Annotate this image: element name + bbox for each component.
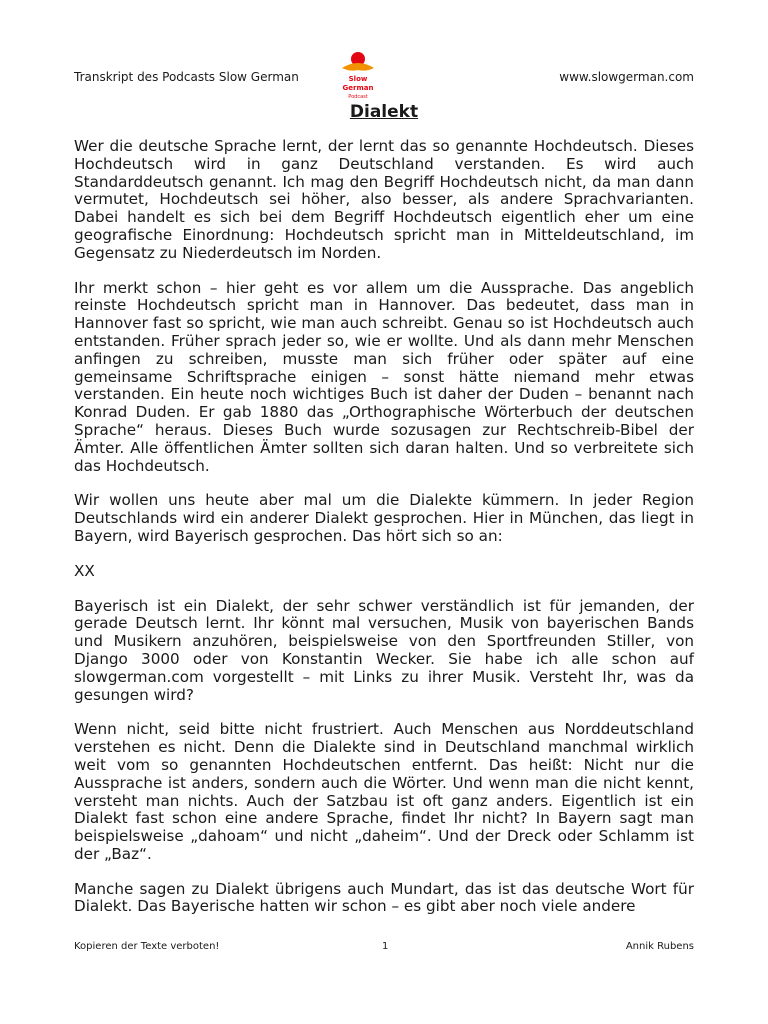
slow-german-logo bbox=[336, 50, 380, 102]
logo-text-slow: Slow bbox=[348, 75, 368, 83]
slow-german-logo-icon bbox=[336, 50, 380, 102]
logo-text-podcast: Podcast bbox=[348, 94, 368, 100]
page-header bbox=[74, 50, 694, 110]
paragraph-1: Wer die deutsche Sprache lernt, der lernt das so genannte Hochdeutsch. Dieses Hochdeutsch wird in ganz Deutschland verstanden. Es wird auch Standarddeutsch genannt. Ich mag den Begriff Hochdeutsch nicht, da man dann vermutet, Hochdeutsch sei höher, also besser, als andere Sprachvarianten. Dabei handelt es sich bei dem Begriff Hochdeutsch eigentlich eher um eine geografische Einordnung: Hochdeutsch spricht man in Mitteldeutschland, im Gegensatz zu Niederdeutsch im Norden. bbox=[74, 137, 694, 262]
paragraph-3: Wir wollen uns heute aber mal um die Dialekte kümmern. In jeder Region Deutschlands wird ein anderer Dialekt gesprochen. Hier in München, das liegt in Bayern, wird Bayerisch gesprochen. Das hört sich so an: bbox=[74, 491, 694, 545]
header-podcast-label: Transkript des Podcasts Slow German bbox=[74, 70, 299, 84]
logo-arms-shape bbox=[342, 63, 374, 71]
paragraph-4-audio-placeholder: XX bbox=[74, 561, 95, 580]
header-website-url: www.slowgerman.com bbox=[559, 70, 694, 84]
paragraph-7: Manche sagen zu Dialekt übrigens auch Mundart, das ist das deutsche Wort für Dialekt. Das Bayerische hatten wir schon – es gibt aber noch viele andere bbox=[74, 879, 694, 916]
logo-text-german: German bbox=[342, 84, 374, 92]
footer-author: Annik Rubens bbox=[625, 941, 694, 952]
paragraph-6: Wenn nicht, seid bitte nicht frustriert. Auch Menschen aus Norddeutschland verstehen es nicht. Denn die Dialekte sind in Deutschland manchmal wirklich weit vom so genannten Hochdeutschen entfernt. Das heißt: Nicht nur die Aussprache ist anders, sondern auch die Wörter. Und wenn man die nicht kennt, versteht man nichts. Auch der Satzbau ist oft ganz anders. Eigentlich ist ein Dialekt fast schon eine andere Sprache, findet Ihr nicht? In Bayern sagt man beispielsweise „dahoam“ und nicht „daheim“. Und der Dreck oder Schlamm ist der „Baz“. bbox=[74, 720, 694, 863]
footer-copyright-notice: Kopieren der Texte verboten! bbox=[74, 941, 220, 952]
document-title: Dialekt bbox=[349, 102, 419, 122]
document-body bbox=[74, 138, 694, 916]
paragraph-2: Ihr merkt schon – hier geht es vor allem um die Aussprache. Das angeblich reinste Hochdeutsch spricht man in Hannover. Das bedeutet, dass man in Hannover fast so spricht, wie man auch schreibt. Genau so ist Hochdeutsch auch entstanden. Früher sprach jeder so, wie er wollte. Und als dann mehr Menschen anfingen zu schreiben, musste man sich früher oder später auf eine gemeinsame Schriftsprache einigen – sonst hätte niemand mehr etwas verstanden. Ein heute noch wichtiges Buch ist daher der Duden – benannt nach Konrad Duden. Er gab 1880 das „Orthographische Wörterbuch der deutschen Sprache“ heraus. Dieses Buch wurde sozusagen zur Rechtschreib-Bibel der Ämter. Alle öffentlichen Ämter sollten sich daran halten. Und so verbreitete sich das Hochdeutsch. bbox=[74, 278, 694, 475]
paragraph-5: Bayerisch ist ein Dialekt, der sehr schwer verständlich ist für jemanden, der gerade Deutsch lernt. Ihr könnt mal versuchen, Musik von bayerischen Bands und Musikern anzuhören, beispielsweise von den Sportfreunden Stiller, von Django 3000 oder von Konstantin Wecker. Sie habe ich alle schon auf slowgerman.com vorgestellt – mit Links zu ihrer Musik. Versteht Ihr, was da gesungen wird? bbox=[74, 596, 694, 704]
footer-page-number: 1 bbox=[382, 941, 389, 952]
